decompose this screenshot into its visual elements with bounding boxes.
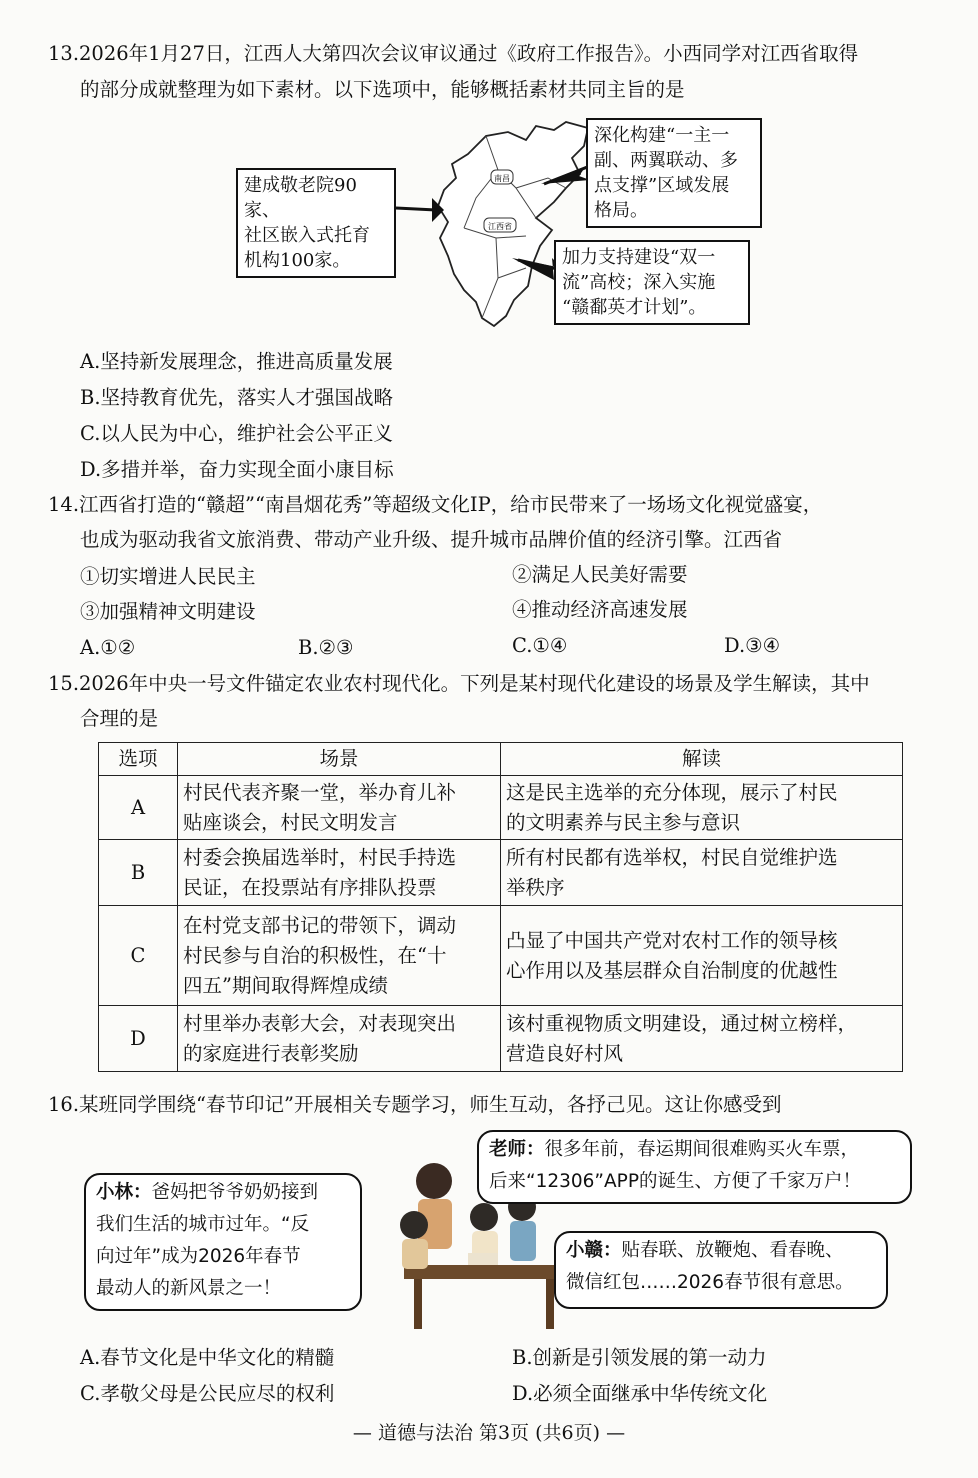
row-reading: 所有村民都有选举权，村民自觉维护选 举秩序	[501, 840, 903, 906]
q14-stem-line2: 也成为驱动我省文旅消费、带动产业升级、提升城市品牌价值的经济引擎。江西省	[80, 528, 783, 551]
row-option: B	[99, 840, 178, 906]
row-option: C	[99, 906, 178, 1006]
callout-talent-plan: 加力支持建设“双一 流”高校；深入实施 “赣鄱英才计划”。	[554, 240, 750, 325]
table-header-row	[99, 743, 903, 776]
q14-item-2: ②满足人民美好需要	[512, 563, 688, 586]
teacher-head	[416, 1163, 452, 1199]
map-label-jiangxi: 江西省	[488, 222, 512, 231]
xiaogan-speech-bubble: 小赣：贴春联、放鞭炮、看春晚、 微信红包……2026春节很有意思。	[554, 1231, 888, 1309]
table-row[interactable]	[99, 776, 903, 840]
q14-option-c[interactable]: C.①④	[512, 634, 568, 657]
map-label-nanchang: 南昌	[494, 174, 510, 183]
q15-stem-line2: 合理的是	[80, 707, 159, 730]
q14-item-3: ③加强精神文明建设	[80, 600, 256, 623]
page-footer: — 道德与法治 第3页 (共6页) —	[352, 1422, 626, 1444]
row-reading: 凸显了中国共产党对农村工作的领导核 心作用以及基层群众自治制度的优越性	[501, 906, 903, 1006]
q15-table	[98, 742, 903, 1072]
row-option: D	[99, 1006, 178, 1072]
xiaolin-speech-bubble: 小林：爸妈把爷爷奶奶接到 我们生活的城市过年。“反 向过年”成为2026年春节 最动人的新风景之一！	[84, 1173, 362, 1311]
table-row[interactable]	[99, 1006, 903, 1072]
row-option: A	[99, 776, 178, 840]
row-scene: 村委会换届选举时，村民手持选 民证，在投票站有序排队投票	[178, 840, 501, 906]
table-top	[404, 1265, 564, 1279]
q14-stem-line1: 14.江西省打造的“赣超”“南昌烟花秀”等超级文化IP，给市民带来了一场场文化视觉盛宴，	[48, 493, 823, 516]
q16-option-d[interactable]: D.必须全面继承中华传统文化	[512, 1382, 768, 1405]
q16-option-a[interactable]: A.春节文化是中华文化的精髓	[80, 1346, 335, 1369]
q13-option-c[interactable]: C.以人民为中心，维护社会公平正义	[80, 422, 393, 445]
header-reading: 解读	[501, 743, 903, 776]
callout-regional-development: 深化构建“一主一 副、两翼联动、多 点支撑”区域发展 格局。	[586, 118, 762, 228]
q14-item-4: ④推动经济高速发展	[512, 598, 688, 621]
q15-stem-line1: 15.2026年中央一号文件锚定农业农村现代化。下列是某村现代化建设的场景及学生解读，其中	[48, 672, 870, 695]
row-scene: 村民代表齐聚一堂，举办育儿补 贴座谈会，村民文明发言	[178, 776, 501, 840]
table-row[interactable]	[99, 840, 903, 906]
teacher-speech-bubble: 老师：很多年前，春运期间很难购买火车票， 后来“12306”APP的诞生、方便了千家万户！	[477, 1130, 912, 1204]
header-option: 选项	[99, 743, 178, 776]
q14-option-b[interactable]: B.②③	[298, 636, 354, 659]
q13-option-a[interactable]: A.坚持新发展理念，推进高质量发展	[80, 350, 393, 373]
q13-option-b[interactable]: B.坚持教育优先，落实人才强国战略	[80, 386, 394, 409]
row-scene: 村里举办表彰大会，对表现突出 的家庭进行表彰奖励	[178, 1006, 501, 1072]
q16-option-b[interactable]: B.创新是引领发展的第一动力	[512, 1346, 767, 1369]
header-scene: 场景	[178, 743, 501, 776]
q14-option-a[interactable]: A.①②	[80, 636, 136, 659]
student-head-2	[470, 1203, 498, 1231]
student-head-1	[400, 1211, 428, 1239]
q14-option-d[interactable]: D.③④	[724, 634, 781, 657]
row-scene: 在村党支部书记的带领下，调动 村民参与自治的积极性，在“十 四五”期间取得辉煌成绩	[178, 906, 501, 1006]
row-reading: 该村重视物质文明建设，通过树立榜样， 营造良好村风	[501, 1006, 903, 1072]
q13-stem-line2: 的部分成就整理为如下素材。以下选项中，能够概括素材共同主旨的是	[80, 78, 685, 101]
q14-item-1: ①切实增进人民民主	[80, 565, 256, 588]
q16-option-c[interactable]: C.孝敬父母是公民应尽的权利	[80, 1382, 335, 1405]
row-reading: 这是民主选举的充分体现，展示了村民 的文明素养与民主参与意识	[501, 776, 903, 840]
q13-stem-line1: 13.2026年1月27日，江西人大第四次会议审议通过《政府工作报告》。小西同学对江西省取得	[48, 42, 859, 65]
jiangxi-map-figure	[236, 118, 776, 333]
spring-festival-dialogue-figure	[84, 1125, 914, 1337]
table-row[interactable]	[99, 906, 903, 1006]
callout-eldercare: 建成敬老院90家、 社区嵌入式托育 机构100家。	[236, 168, 396, 278]
q13-option-d[interactable]: D.多措并举，奋力实现全面小康目标	[80, 458, 394, 481]
q16-stem-line1: 16.某班同学围绕“春节印记”开展相关专题学习，师生互动，各抒己见。这让你感受到	[48, 1093, 782, 1116]
